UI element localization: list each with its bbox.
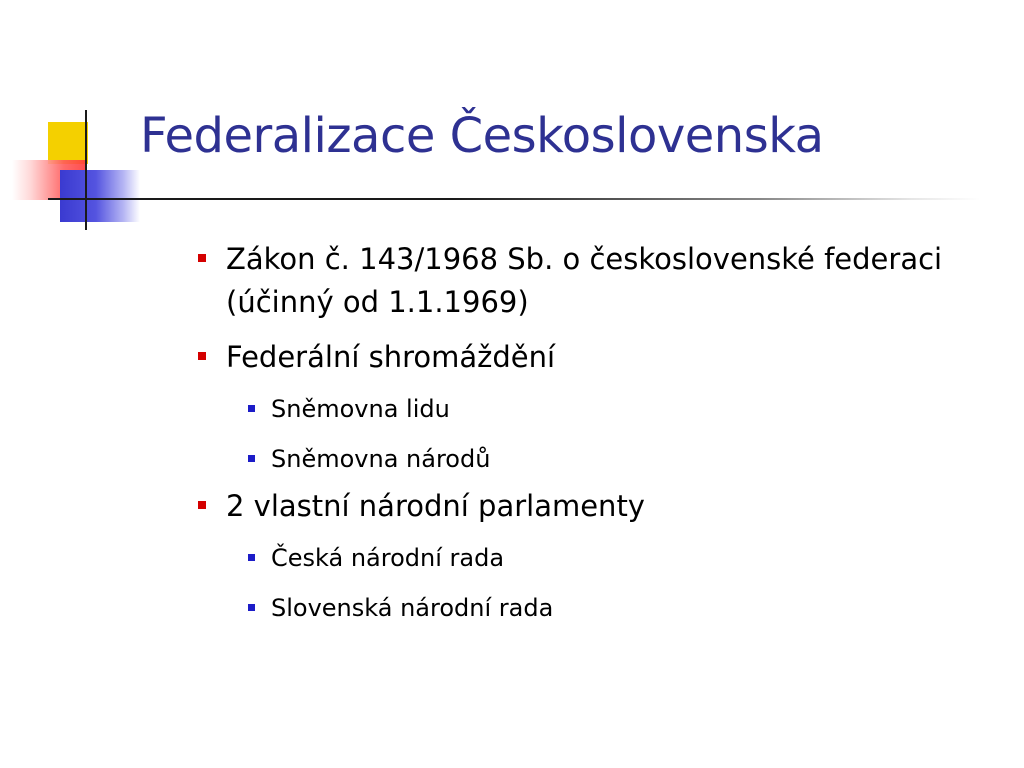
list-item-text: 2 vlastní národní parlamenty xyxy=(226,489,645,523)
square-bullet-icon xyxy=(248,455,255,462)
bullet-list xyxy=(194,238,994,640)
sub-list-item xyxy=(244,391,994,427)
yellow-square-shape xyxy=(48,122,88,164)
blue-gradient-shape xyxy=(60,170,140,222)
list-item xyxy=(194,336,994,379)
slide-title: Federalizace Československa xyxy=(140,108,824,164)
square-bullet-icon xyxy=(198,254,206,262)
list-item xyxy=(194,238,994,324)
sub-list-item xyxy=(244,441,994,477)
square-bullet-icon xyxy=(248,604,255,611)
sub-list-item-text: Česká národní rada xyxy=(271,544,505,572)
decorative-logo-icon xyxy=(0,100,150,240)
sub-list-item-text: Slovenská národní rada xyxy=(271,594,554,622)
list-item-text: Zákon č. 143/1968 Sb. o československé federaci (účinný od 1.1.1969) xyxy=(226,242,943,319)
square-bullet-icon xyxy=(248,554,255,561)
horizontal-line xyxy=(48,198,108,200)
square-bullet-icon xyxy=(248,405,255,412)
list-item-text: Federální shromáždění xyxy=(226,340,556,374)
square-bullet-icon xyxy=(198,352,206,360)
square-bullet-icon xyxy=(198,501,206,509)
list-item xyxy=(194,485,994,528)
sub-list-item xyxy=(244,590,994,626)
vertical-line xyxy=(85,110,87,230)
sub-list-item-text: Sněmovna lidu xyxy=(271,395,450,423)
title-underline xyxy=(100,198,980,200)
sub-list-item-text: Sněmovna národů xyxy=(271,445,491,473)
sub-list-item xyxy=(244,540,994,576)
